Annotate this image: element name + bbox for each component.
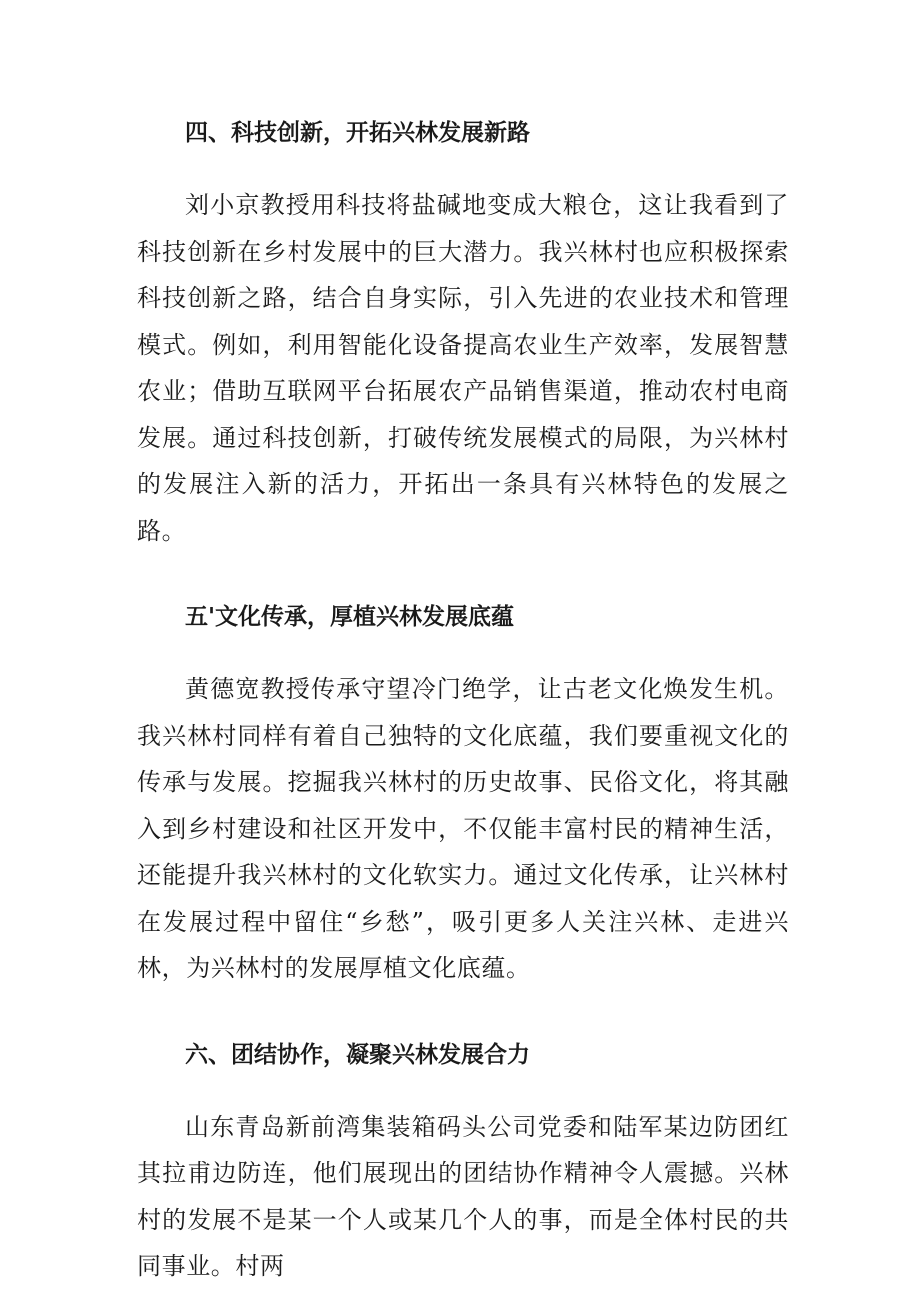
section-6 xyxy=(137,1029,789,1290)
section-paragraph: 黄德宽教授传承守望冷门绝学，让古老文化焕发生机。我兴林村同样有着自己独特的文化底蕴，我们要重视文化的传承与发展。挖掘我兴林村的历史故事、民俗文化，将其融入到乡村建设和社区开发中，不仅能丰富村民的精神生活，还能提升我兴林村的文化软实力。通过文化传承，让兴林村在发展过程中留住“乡愁”，吸引更多人关注兴林、走进兴林，为兴林村的发展厚植文化底蕴。 xyxy=(137,675,789,982)
section-heading: 四、科技创新，开拓兴林发展新路 xyxy=(185,120,530,146)
document-body xyxy=(137,107,789,1290)
section-paragraph: 山东青岛新前湾集装箱码头公司党委和陆军某边防团红其拉甫边防连，他们展现出的团结协作精神令人震撼。兴林村的发展不是某一个人或某几个人的事，而是全体村民的共同事业。村两 xyxy=(137,1112,789,1280)
section-heading: 六、团结协作，凝聚兴林发展合力 xyxy=(185,1041,530,1068)
section-paragraph: 刘小京教授用科技将盐碱地变成大粮仓，这让我看到了科技创新在乡村发展中的巨大潜力。我兴林村也应积极探索科技创新之路，结合自身实际，引入先进的农业技术和管理模式。例如，利用智能化设备提高农业生产效率，发展智慧农业；借助互联网平台拓展农产品销售渠道，推动农村电商发展。通过科技创新，打破传统发展模式的局限，为兴林村的发展注入新的活力，开拓出一条具有兴林特色的发展之路。 xyxy=(137,191,789,545)
section-5 xyxy=(137,591,789,992)
section-4 xyxy=(137,107,789,554)
section-heading: 五'文化传承，厚植兴林发展底蕴 xyxy=(185,604,515,630)
